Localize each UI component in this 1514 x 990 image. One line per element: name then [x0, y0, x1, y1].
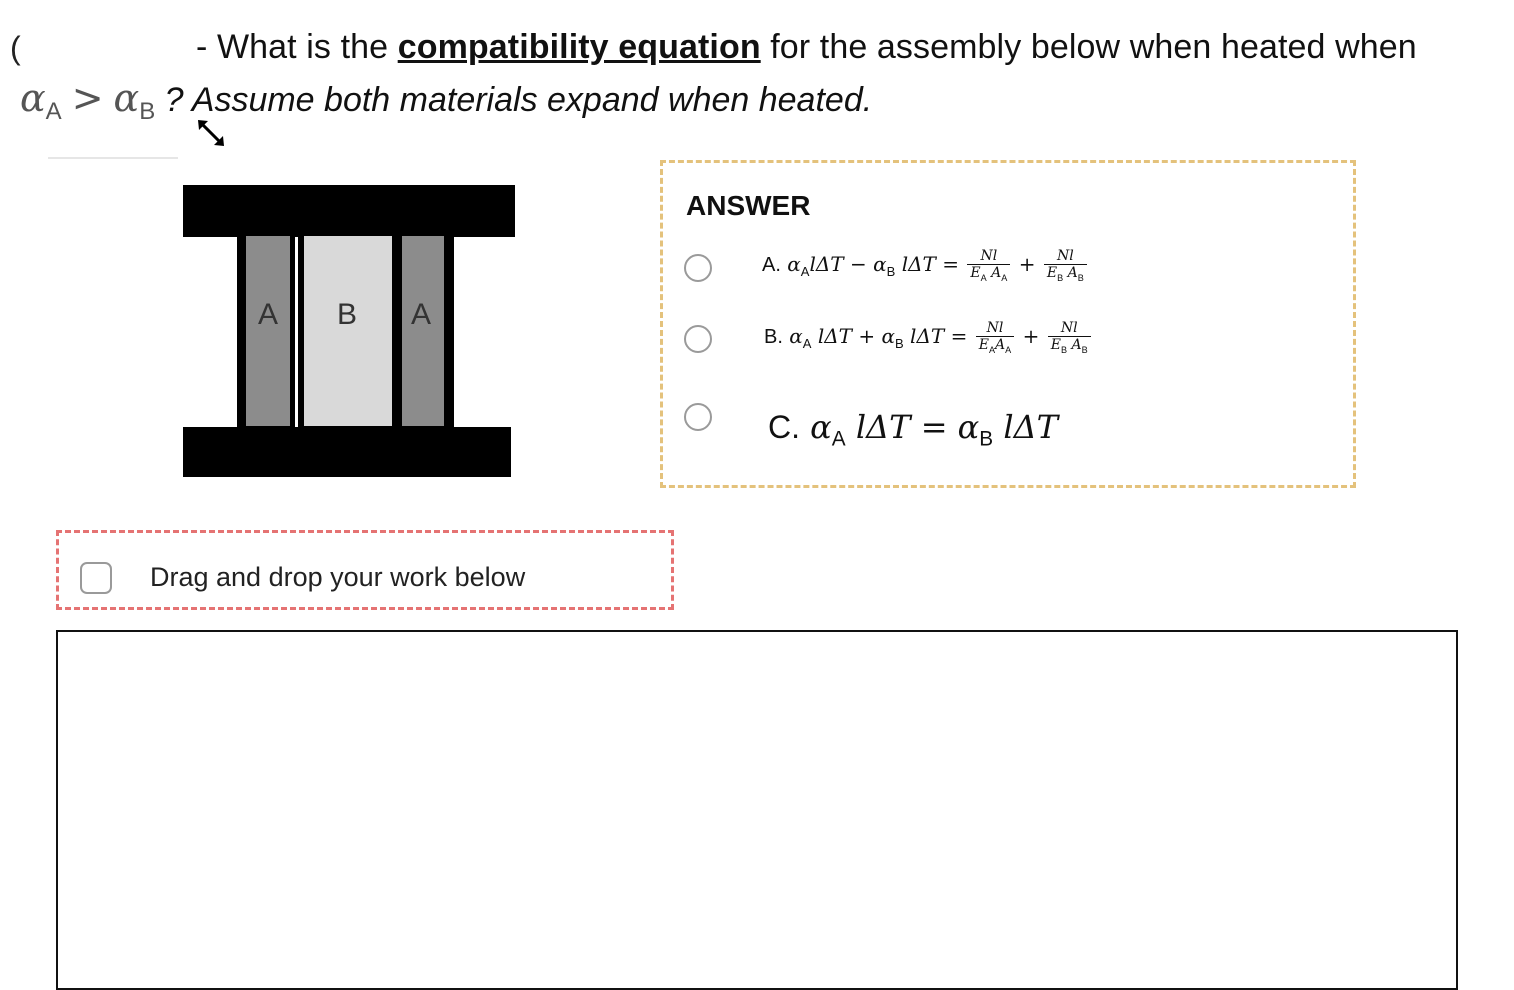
label-a-right: A — [410, 298, 432, 331]
question-line-1 — [196, 28, 1417, 67]
question-suffix: for the assembly below when heated when — [760, 28, 1417, 66]
label-a-left: A — [257, 298, 279, 331]
bottom-plate — [183, 427, 511, 477]
radio-option-c[interactable] — [684, 403, 712, 431]
greater-than-symbol: > — [71, 76, 104, 120]
alpha-b-symbol: $\alpha_B$ — [113, 76, 156, 125]
top-plate — [183, 185, 515, 237]
question-assumption: ? Assume both materials expand when heated. — [164, 81, 873, 119]
divider-line — [48, 157, 178, 159]
radio-option-a[interactable] — [684, 254, 712, 282]
checkbox-icon[interactable] — [80, 562, 112, 594]
work-drop-area[interactable] — [56, 630, 1458, 990]
question-prefix: - What is the — [196, 28, 398, 66]
drag-drop-label: Drag and drop your work below — [150, 562, 526, 592]
alpha-a-symbol: $\alpha_A$ — [20, 76, 62, 125]
assembly-diagram — [180, 180, 520, 480]
option-b-equation: B. $\alpha_A$ $l\Delta T + \alpha_B$ lΔT = $\frac{Nl}{E_AA_A}$ + $\frac{Nl}{E_B A_B}$ — [764, 320, 1093, 355]
radio-option-b[interactable] — [684, 325, 712, 353]
option-a-equation: A. $\alpha_Al\Delta T - \alpha_B$ lΔT = $\frac{Nl}{E_A A_A}$ + $\frac{Nl}{E_B A_B}$ — [762, 248, 1089, 283]
question-line-2 — [20, 76, 872, 126]
leading-paren: ( — [10, 30, 21, 66]
answer-title: ANSWER — [686, 190, 811, 221]
resize-diagonal-icon[interactable] — [196, 118, 226, 148]
label-b: B — [336, 298, 358, 331]
question-keyword: compatibility equation — [397, 28, 761, 66]
option-c-equation: C. $\alpha_A$ $l\Delta T = \alpha_B$ lΔT — [768, 408, 1059, 451]
